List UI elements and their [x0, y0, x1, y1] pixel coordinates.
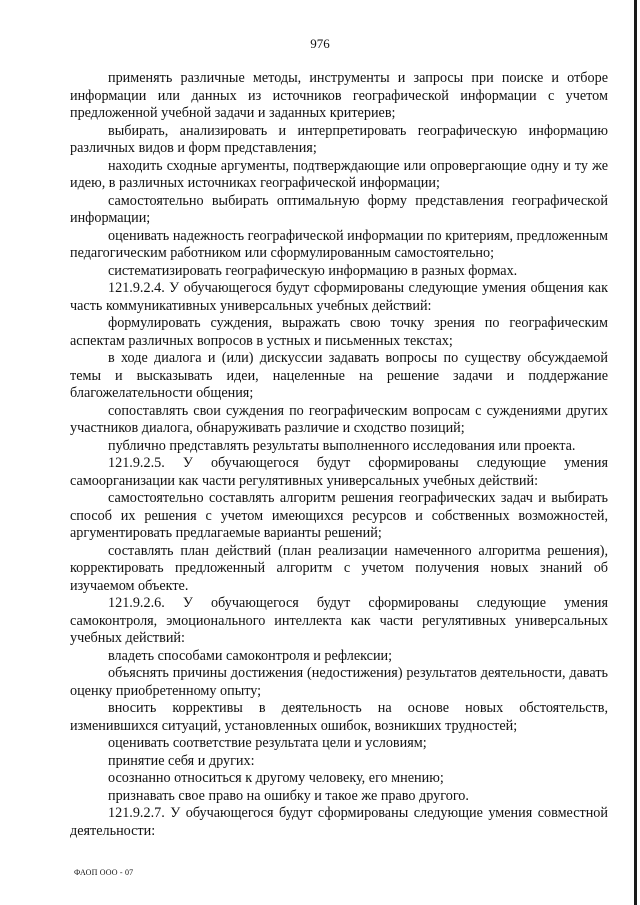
paragraph: оценивать надежность географической информации по критериям, предложенным педагогическим работником или сформулированным самостоятельно; — [70, 227, 608, 261]
page-number: 976 — [310, 36, 330, 51]
paragraph: принятие себя и других: — [108, 752, 255, 769]
paragraph: выбирать, анализировать и интерпретировать географическую информацию различных видов и форм представления; — [70, 122, 608, 156]
section-paragraph-121-9-2-5: 121.9.2.5. У обучающегося будут сформированы следующие умения самоорганизации как части регулятивных универсальных учебных действий: — [70, 455, 608, 489]
paragraph: систематизировать географическую информацию в разных формах. — [108, 262, 518, 279]
paragraph: оценивать соответствие результата цели и условиям; — [108, 735, 427, 751]
section-paragraph-121-9-2-6: 121.9.2.6. У обучающегося будут сформированы следующие умения самоконтроля, эмоционального интеллекта как части регулятивных универсальных учебных действий: — [70, 595, 608, 646]
scan-edge-line — [634, 0, 637, 905]
paragraph: вносить коррективы в деятельность на основе новых обстоятельств, изменившихся ситуаций, установленных ошибок, возникших трудностей; — [70, 700, 608, 734]
paragraph: объяснять причины достижения (недостижения) результатов деятельности, давать оценку приобретенному опыту; — [70, 665, 608, 699]
paragraph: самостоятельно составлять алгоритм решения географических задач и выбирать способ их решения с учетом имеющихся ресурсов и собственных возможностей, аргументировать предлагаемые варианты решений; — [70, 490, 608, 541]
paragraph: самостоятельно выбирать оптимальную форму представления географической информации; — [70, 192, 608, 226]
paragraph: осознанно относиться к другому человеку, его мнению; — [108, 770, 444, 786]
paragraph: владеть способами самоконтроля и рефлексии; — [108, 647, 393, 664]
section-paragraph-121-9-2-4: 121.9.2.4. У обучающегося будут сформированы следующие умения общения как часть коммуникативных универсальных учебных действий: — [70, 280, 608, 314]
paragraph: публично представлять результаты выполненного исследования или проекта. — [108, 437, 576, 454]
footer-document-code: ФАОП ООО - 07 — [74, 868, 134, 877]
paragraph: формулировать суждения, выражать свою точку зрения по географическим аспектам различных вопросов в устных и письменных текстах; — [70, 315, 608, 349]
paragraph: составлять план действий (план реализации намеченного алгоритма решения), корректировать предложенный алгоритм с учетом получения новых знаний об изучаемом объекте. — [70, 542, 608, 594]
section-paragraph-121-9-2-7: 121.9.2.7. У обучающегося будут сформированы следующие умения совместной деятельности: — [70, 805, 608, 839]
paragraph: применять различные методы, инструменты и запросы при поиске и отборе информации или данных из источников географической информации с учетом предложенной учебной задачи и заданных критериев; — [70, 70, 608, 121]
paragraph: сопоставлять свои суждения по географическим вопросам с суждениями других участников диалога, обнаруживать различие и сходство позиций; — [70, 402, 608, 436]
paragraph: в ходе диалога и (или) дискуссии задавать вопросы по существу обсуждаемой темы и высказывать идеи, нацеленные на решение задачи и поддержание благожелательности общения; — [70, 350, 608, 401]
document-body — [70, 70, 608, 840]
paragraph: признавать свое право на ошибку и такое же право другого. — [108, 787, 469, 804]
paragraph: находить сходные аргументы, подтверждающие или опровергающие одну и ту же идею, в различных источниках географической информации; — [70, 157, 608, 191]
